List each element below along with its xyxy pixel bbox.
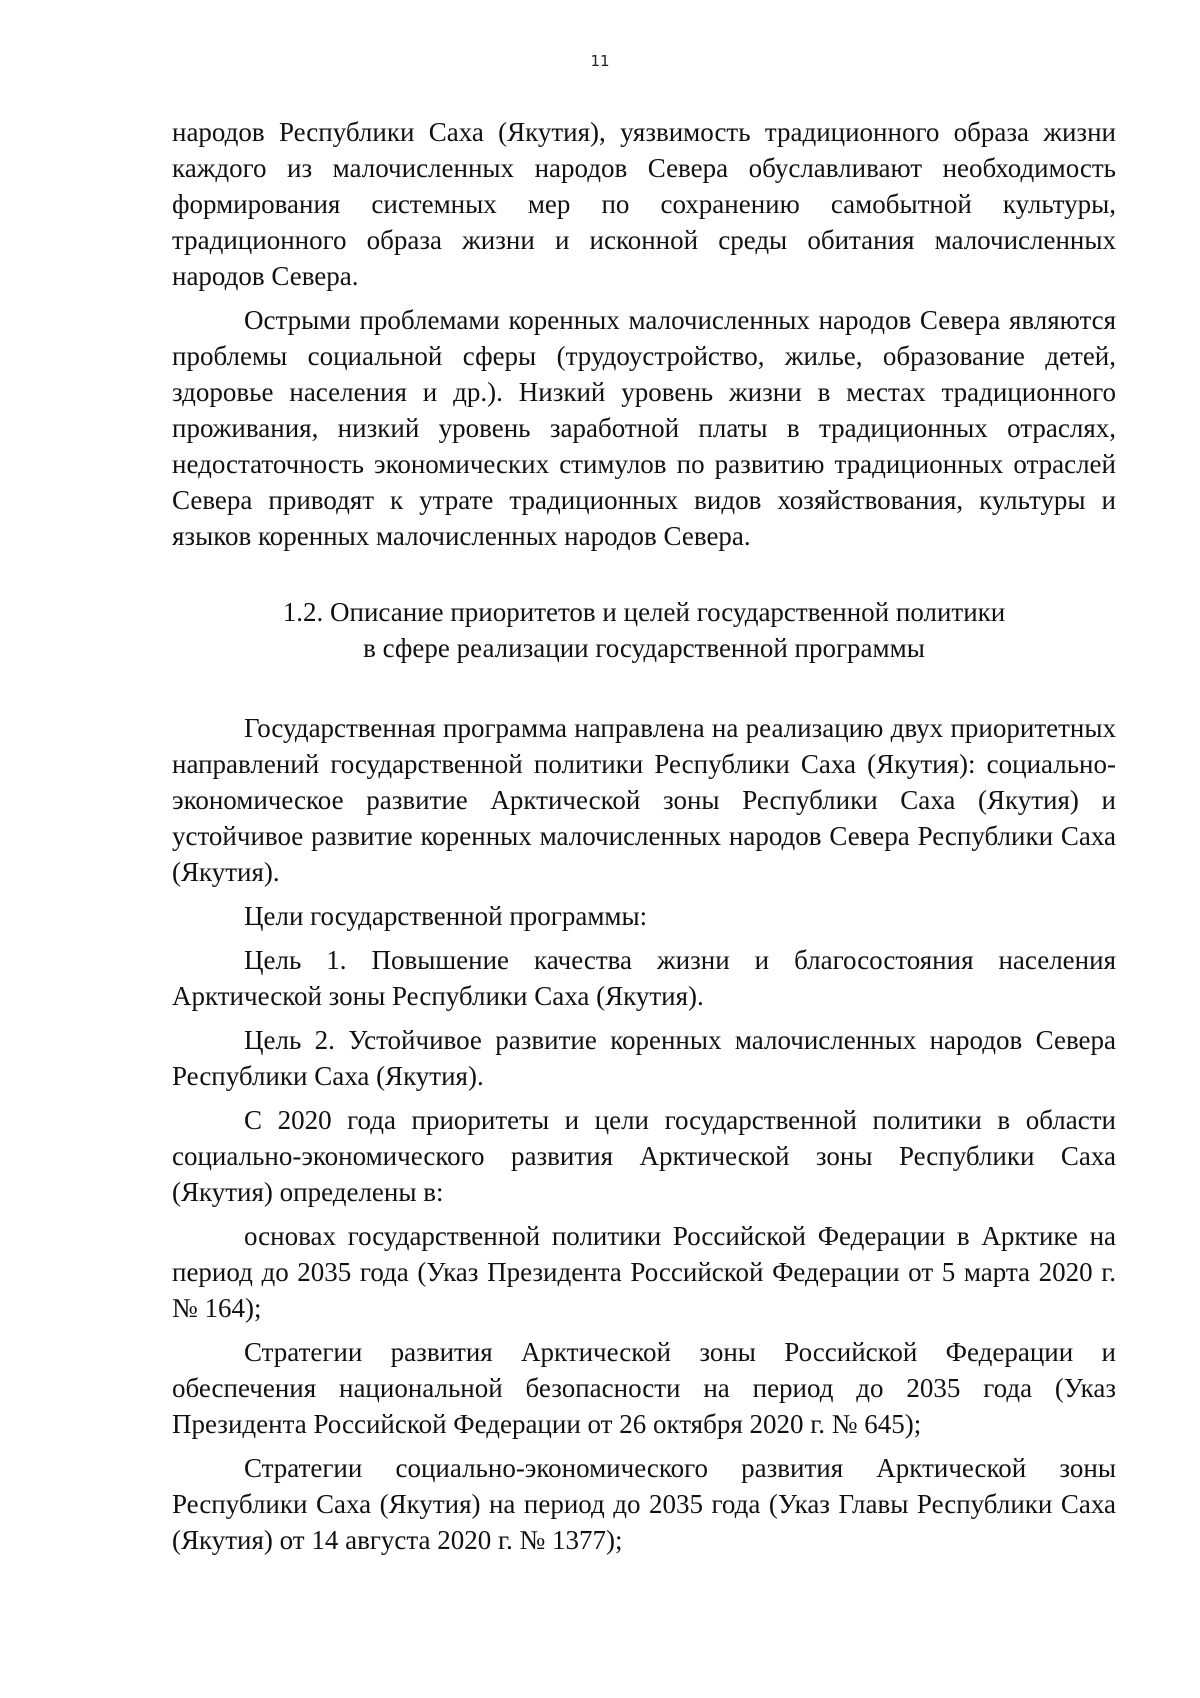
section-heading-line-2: в сфере реализации государственной программы: [363, 633, 925, 663]
page-number: 11: [590, 52, 610, 70]
paragraph-decree-1377: Стратегии социально-экономического развития Арктической зоны Республики Саха (Якутия) на период до 2035 года (Указ Главы Республики Саха (Якутия) от 14 августа 2020 г. № 1377);: [172, 1453, 1116, 1555]
paragraph-problems: Острыми проблемами коренных малочисленных народов Севера являются проблемы социальной сферы (трудоустройство, жилье, образование детей, здоровье населения и др.). Низкий уровень жизни в местах традиционного проживания, низкий уровень заработной платы в традиционных отраслях, недостаточность экономических стимулов по развитию традиционных отраслей Севера приводят к утрате традиционных видов хозяйствования, культуры и языков коренных малочисленных народов Севера.: [172, 305, 1116, 551]
paragraph-goals-intro: Цели государственной программы:: [244, 901, 648, 931]
section-heading: [172, 594, 1116, 666]
section-heading-line-1: 1.2. Описание приоритетов и целей государственной политики: [282, 597, 1006, 627]
paragraph-goal-1: Цель 1. Повышение качества жизни и благосостояния населения Арктической зоны Республики Саха (Якутия).: [172, 945, 1116, 1011]
paragraph-decree-164: основах государственной политики Российской Федерации в Арктике на период до 2035 года (Указ Президента Российской Федерации от 5 марта 2020 г. № 164);: [172, 1221, 1116, 1323]
paragraph-continuation: народов Республики Саха (Якутия), уязвимость традиционного образа жизни каждого из малочисленных народов Севера обуславливают необходимость формирования системных мер по сохранению самобытной культуры, традиционного образа жизни и исконной среды обитания малочисленных народов Севера.: [172, 117, 1116, 291]
document-body: [172, 114, 1116, 1566]
paragraph-priorities-since-2020: С 2020 года приоритеты и цели государственной политики в области социально-экономического развития Арктической зоны Республики Саха (Якутия) определены в:: [172, 1105, 1116, 1207]
paragraph-goal-2: Цель 2. Устойчивое развитие коренных малочисленных народов Севера Республики Саха (Якутия).: [172, 1025, 1116, 1091]
paragraph-program-directions: Государственная программа направлена на реализацию двух приоритетных направлений государственной политики Республики Саха (Якутия): социально-экономическое развитие Арктической зоны Республики Саха (Якутия) и устойчивое развитие коренных малочисленных народов Севера Республики Саха (Якутия).: [172, 713, 1116, 887]
paragraph-decree-645: Стратегии развития Арктической зоны Российской Федерации и обеспечения национальной безопасности на период до 2035 года (Указ Президента Российской Федерации от 26 октября 2020 г. № 645);: [172, 1337, 1116, 1439]
